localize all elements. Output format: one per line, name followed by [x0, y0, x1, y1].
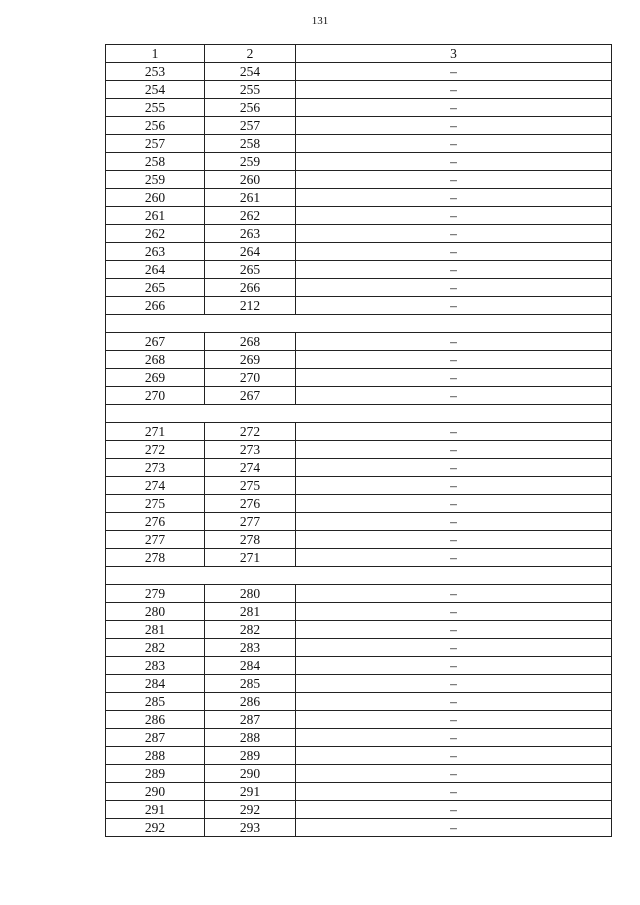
table-cell: 277: [205, 513, 296, 531]
table-row: [106, 369, 612, 387]
table-cell: 274: [106, 477, 205, 495]
table-cell: –: [296, 657, 612, 675]
table-row: [106, 783, 612, 801]
table-cell: 283: [205, 639, 296, 657]
table-cell: –: [296, 459, 612, 477]
table-cell: 261: [205, 189, 296, 207]
table-cell: 285: [106, 693, 205, 711]
table-cell: –: [296, 243, 612, 261]
table-row: [106, 153, 612, 171]
table-cell: –: [296, 333, 612, 351]
column-header: 3: [296, 45, 612, 63]
table-row: [106, 801, 612, 819]
table-cell: –: [296, 747, 612, 765]
table-cell: 292: [106, 819, 205, 837]
table-row: [106, 117, 612, 135]
table-cell: 256: [106, 117, 205, 135]
table-cell: 277: [106, 531, 205, 549]
table-cell: 292: [205, 801, 296, 819]
table-cell: 280: [205, 585, 296, 603]
table-cell: 271: [106, 423, 205, 441]
table-cell: 290: [106, 783, 205, 801]
table-row: [106, 621, 612, 639]
table-cell: 280: [106, 603, 205, 621]
table-cell: 289: [106, 765, 205, 783]
table-row: [106, 171, 612, 189]
data-table: [105, 44, 612, 837]
table-row: [106, 693, 612, 711]
table-cell: 282: [205, 621, 296, 639]
table-row: [106, 531, 612, 549]
table-cell: 212: [205, 297, 296, 315]
table-cell: –: [296, 369, 612, 387]
table-cell: –: [296, 783, 612, 801]
column-header: 2: [205, 45, 296, 63]
table-row: [106, 207, 612, 225]
table-cell: 273: [106, 459, 205, 477]
table-cell: 275: [205, 477, 296, 495]
table-row: [106, 477, 612, 495]
table-cell: 265: [106, 279, 205, 297]
table-cell: 270: [205, 369, 296, 387]
table-cell: 276: [205, 495, 296, 513]
table-cell: 263: [106, 243, 205, 261]
table-cell: –: [296, 153, 612, 171]
group-separator-row: [106, 315, 612, 333]
table-row: [106, 675, 612, 693]
table-cell: 259: [205, 153, 296, 171]
table-cell: 254: [106, 81, 205, 99]
table-cell: 273: [205, 441, 296, 459]
table-cell: 275: [106, 495, 205, 513]
table-cell: 262: [106, 225, 205, 243]
table-cell: 257: [106, 135, 205, 153]
table-row: [106, 711, 612, 729]
table-row: [106, 99, 612, 117]
table-cell: –: [296, 297, 612, 315]
table-row: [106, 135, 612, 153]
table-cell: 262: [205, 207, 296, 225]
table-cell: 253: [106, 63, 205, 81]
table-row: [106, 657, 612, 675]
table-row: [106, 243, 612, 261]
table-cell: –: [296, 693, 612, 711]
table-cell: –: [296, 189, 612, 207]
table-cell: 266: [205, 279, 296, 297]
table-row: [106, 297, 612, 315]
table-cell: –: [296, 171, 612, 189]
table-cell: –: [296, 351, 612, 369]
table-cell: 270: [106, 387, 205, 405]
table-row: [106, 603, 612, 621]
table-cell: 278: [106, 549, 205, 567]
table-cell: 288: [205, 729, 296, 747]
table-row: [106, 63, 612, 81]
table-cell: 254: [205, 63, 296, 81]
table-cell: 287: [205, 711, 296, 729]
table-row: [106, 729, 612, 747]
table-cell: –: [296, 261, 612, 279]
table-cell: –: [296, 441, 612, 459]
table-row: [106, 189, 612, 207]
table-cell: 255: [205, 81, 296, 99]
table-cell: 261: [106, 207, 205, 225]
table-cell: 288: [106, 747, 205, 765]
table-cell: 271: [205, 549, 296, 567]
column-header: 1: [106, 45, 205, 63]
table-cell: –: [296, 531, 612, 549]
table-cell: –: [296, 495, 612, 513]
table-row: [106, 513, 612, 531]
table-row: [106, 495, 612, 513]
group-separator-row: [106, 405, 612, 423]
table-cell: –: [296, 225, 612, 243]
table-row: [106, 333, 612, 351]
table-cell: –: [296, 477, 612, 495]
table-row: [106, 225, 612, 243]
table-header-row: [106, 45, 612, 63]
table-cell: 260: [106, 189, 205, 207]
table-cell: –: [296, 423, 612, 441]
table-cell: –: [296, 765, 612, 783]
table-cell: –: [296, 639, 612, 657]
table-cell: –: [296, 99, 612, 117]
table-cell: 286: [106, 711, 205, 729]
table-cell: –: [296, 549, 612, 567]
table-cell: 293: [205, 819, 296, 837]
table-cell: 268: [205, 333, 296, 351]
table-cell: 264: [205, 243, 296, 261]
table-cell: 291: [106, 801, 205, 819]
table-cell: 264: [106, 261, 205, 279]
table-cell: 255: [106, 99, 205, 117]
table-cell: –: [296, 513, 612, 531]
table-cell: 286: [205, 693, 296, 711]
table-cell: –: [296, 801, 612, 819]
table-cell: 282: [106, 639, 205, 657]
table-cell: –: [296, 387, 612, 405]
table-cell: –: [296, 207, 612, 225]
table-cell: –: [296, 279, 612, 297]
table-cell: 289: [205, 747, 296, 765]
table-cell: 265: [205, 261, 296, 279]
table-cell: –: [296, 117, 612, 135]
table-cell: 283: [106, 657, 205, 675]
table-cell: 268: [106, 351, 205, 369]
table-cell: 287: [106, 729, 205, 747]
table-row: [106, 639, 612, 657]
table-row: [106, 747, 612, 765]
table-cell: 274: [205, 459, 296, 477]
separator-cell: [106, 567, 612, 585]
table-cell: –: [296, 603, 612, 621]
separator-cell: [106, 315, 612, 333]
table-body: [106, 45, 612, 837]
table-cell: 272: [205, 423, 296, 441]
table-row: [106, 387, 612, 405]
table-row: [106, 279, 612, 297]
table-cell: 276: [106, 513, 205, 531]
table-cell: 256: [205, 99, 296, 117]
table-cell: 272: [106, 441, 205, 459]
table-row: [106, 549, 612, 567]
table-cell: –: [296, 711, 612, 729]
table-cell: 266: [106, 297, 205, 315]
table-cell: 269: [106, 369, 205, 387]
table-cell: 260: [205, 171, 296, 189]
table-row: [106, 423, 612, 441]
page-number: 131: [311, 15, 329, 27]
table-cell: –: [296, 675, 612, 693]
table-cell: 281: [205, 603, 296, 621]
group-separator-row: [106, 567, 612, 585]
table-cell: –: [296, 81, 612, 99]
table-cell: 279: [106, 585, 205, 603]
table-cell: 259: [106, 171, 205, 189]
table-cell: 258: [106, 153, 205, 171]
table-cell: 285: [205, 675, 296, 693]
table-cell: –: [296, 621, 612, 639]
table-cell: –: [296, 585, 612, 603]
table-cell: 290: [205, 765, 296, 783]
table-row: [106, 351, 612, 369]
table-cell: 257: [205, 117, 296, 135]
table-cell: 284: [106, 675, 205, 693]
table-cell: 281: [106, 621, 205, 639]
table-cell: 258: [205, 135, 296, 153]
table-cell: 267: [106, 333, 205, 351]
table-cell: 291: [205, 783, 296, 801]
table-cell: –: [296, 135, 612, 153]
table-row: [106, 819, 612, 837]
table-row: [106, 81, 612, 99]
separator-cell: [106, 405, 612, 423]
table-cell: –: [296, 63, 612, 81]
table-cell: 263: [205, 225, 296, 243]
table-row: [106, 585, 612, 603]
table-cell: 267: [205, 387, 296, 405]
table-cell: 269: [205, 351, 296, 369]
table-cell: 284: [205, 657, 296, 675]
table-row: [106, 261, 612, 279]
table-cell: 278: [205, 531, 296, 549]
table-row: [106, 441, 612, 459]
table-row: [106, 459, 612, 477]
table-cell: –: [296, 729, 612, 747]
table-row: [106, 765, 612, 783]
table-cell: –: [296, 819, 612, 837]
